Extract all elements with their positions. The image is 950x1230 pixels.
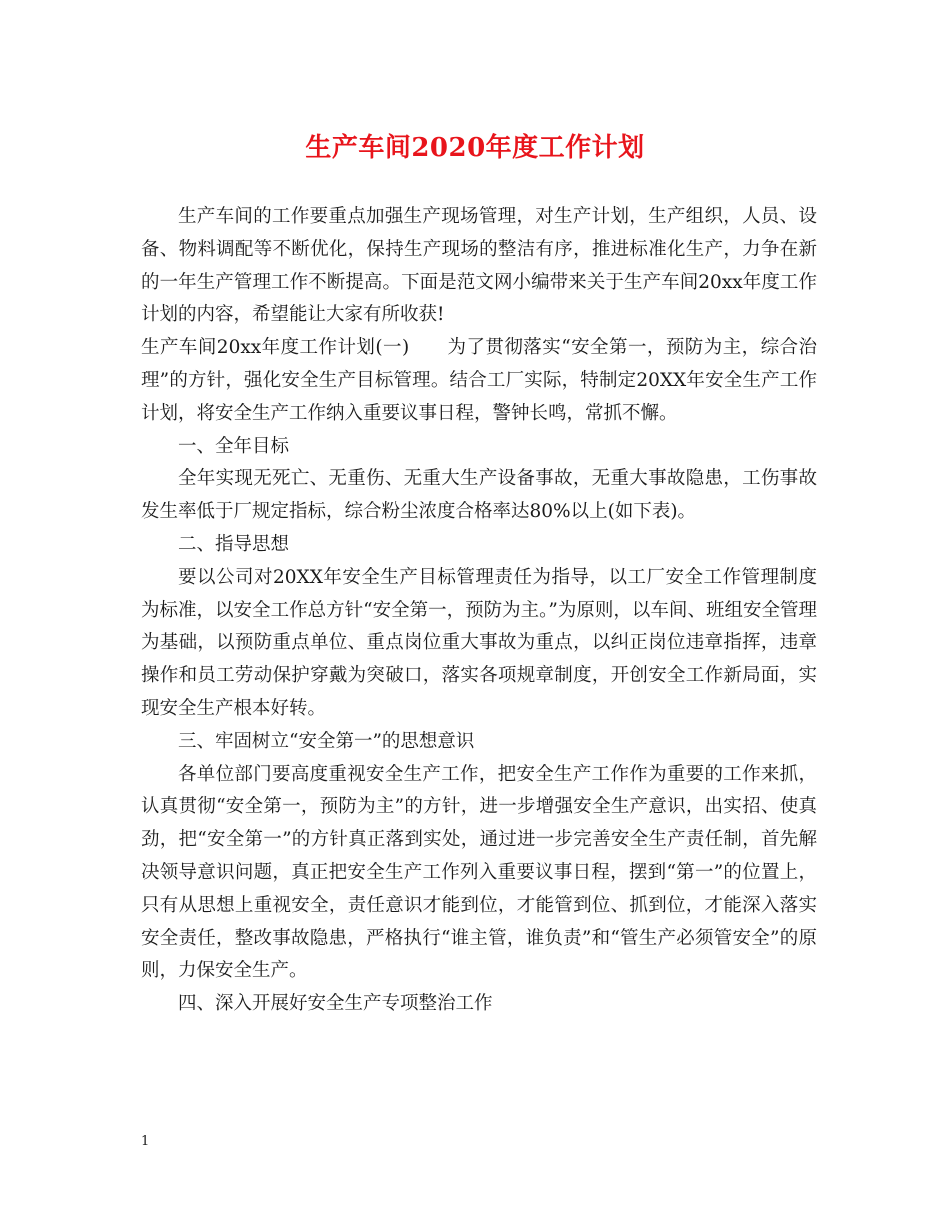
- document-title: 生产车间2020年度工作计划: [305, 133, 645, 163]
- plan-one-paragraph: 生产车间20xx年度工作计划(一) 为了贯彻落实“安全第一，预防为主，综合治理”的方针，强化安全生产目标管理。结合工厂实际，特制定20XX年安全生产工作计划，将安全生产工作纳入重要议事日程，警钟长鸣，常抓不懈。: [141, 337, 817, 424]
- section-heading-goals: 一、全年目标: [178, 435, 290, 457]
- document-body: [141, 201, 817, 1021]
- intro-paragraph: 生产车间的工作要重点加强生产现场管理，对生产计划，生产组织，人员、设备、物料调配等不断优化，保持生产现场的整洁有序，推进标准化生产，力争在新的一年生产管理工作不断提高。下面是范文网小编带来关于生产车间20xx年度工作计划的内容，希望能让大家有所收获!: [141, 206, 817, 326]
- goals-paragraph: 全年实现无死亡、无重伤、无重大生产设备事故，无重大事故隐患，工伤事故发生率低于厂规定指标，综合粉尘浓度合格率达80%以上(如下表)。: [141, 468, 817, 523]
- safety-first-paragraph: 各单位部门要高度重视安全生产工作，把安全生产工作作为重要的工作来抓，认真贯彻“安全第一，预防为主”的方针，进一步增强安全生产意识，出实招、使真劲，把“安全第一”的方针真正落到实处，通过进一步完善安全生产责任制，首先解决领导意识问题，真正把安全生产工作列入重要议事日程，摆到“第一”的位置上，只有从思想上重视安全，责任意识才能到位，才能管到位、抓到位，才能深入落实安全责任，整改事故隐患，严格执行“谁主管，谁负责”和“管生产必须管安全”的原则，力保安全生产。: [141, 763, 817, 982]
- section-heading-special-rectification: 四、深入开展好安全生产专项整治工作: [178, 993, 493, 1015]
- guiding-ideology-paragraph: 要以公司对20XX年安全生产目标管理责任为指导，以工厂安全工作管理制度为标准，以安全工作总方针“安全第一，预防为主。”为原则，以车间、班组安全管理为基础，以预防重点单位、重点岗位重大事故为重点，以纠正岗位违章指挥，违章操作和员工劳动保护穿戴为突破口，落实各项规章制度，开创安全工作新局面，实现安全生产根本好转。: [141, 566, 817, 719]
- section-heading-safety-first: 三、牢固树立“安全第一”的思想意识: [178, 730, 475, 752]
- section-heading-guiding-ideology: 二、指导思想: [178, 533, 290, 555]
- page-number: 1: [141, 1134, 150, 1149]
